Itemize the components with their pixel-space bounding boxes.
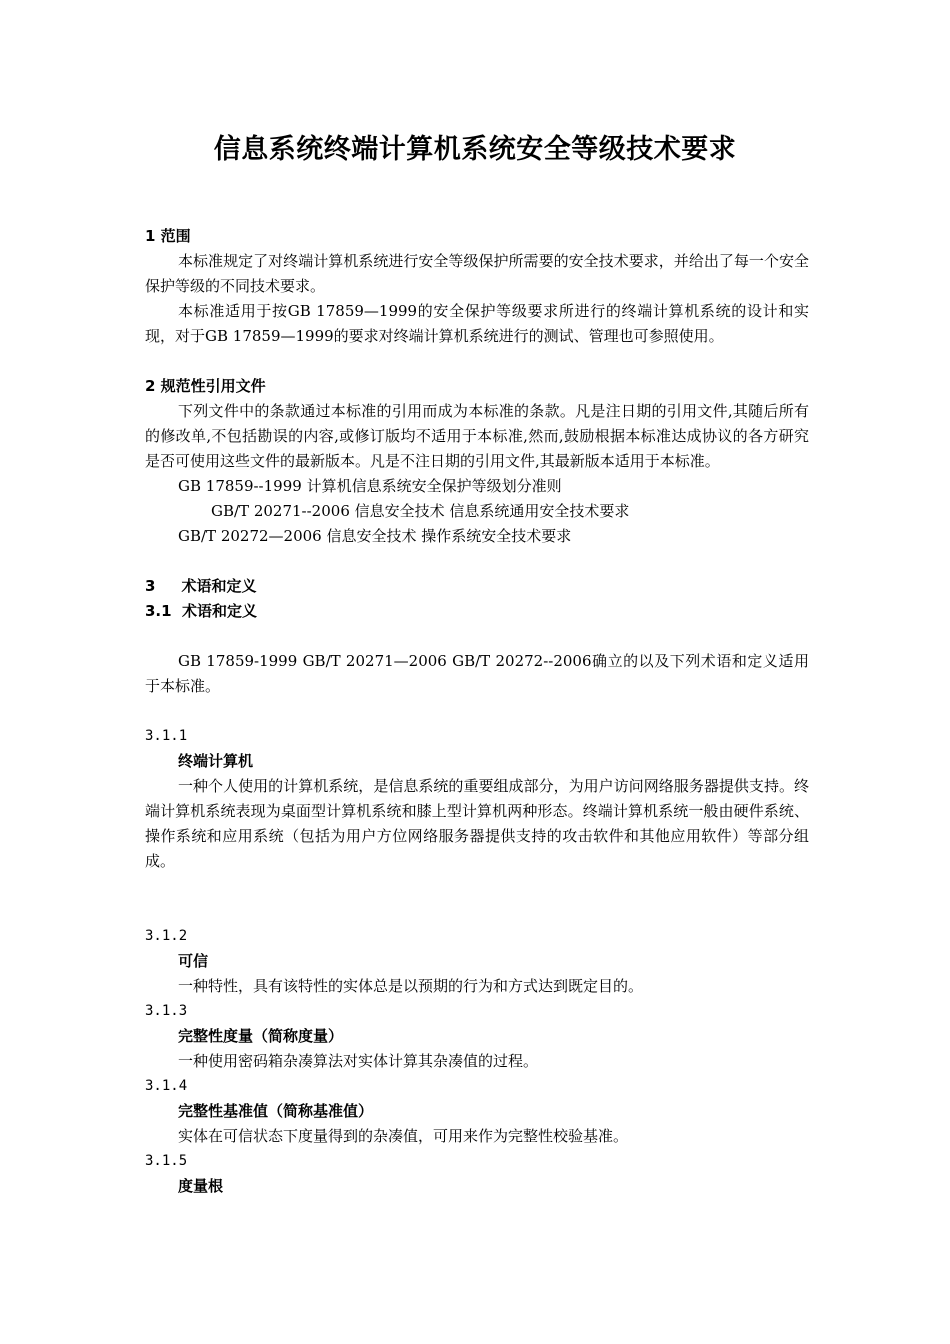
- section-2-heading: 2 规范性引用文件: [145, 377, 266, 395]
- term-definition: 一种个人使用的计算机系统，是信息系统的重要组成部分，为用户访问网络服务器提供支持。终端计算机系统表现为桌面型计算机系统和膝上型计算机两种形态。终端计算机系统一般由硬件系统、操作系统和应用系统（包括为用户方位网络服务器提供支持的攻击软件和其他应用软件）等部分组成。: [145, 777, 809, 870]
- term-definition: 一种特性，具有该特性的实体总是以预期的行为和方式达到既定目的。: [178, 977, 644, 995]
- section-3-1-heading: 3.1 术语和定义: [145, 602, 258, 620]
- reference-item: GB/T 20271--2006 信息安全技术 信息系统通用安全技术要求: [211, 502, 630, 520]
- spacer: [145, 549, 809, 574]
- term-number: 3.1.1: [145, 728, 188, 744]
- reference-item: GB/T 20272—2006 信息安全技术 操作系统安全技术要求: [178, 527, 572, 545]
- term-number: 3.1.5: [145, 1153, 188, 1169]
- section-3-heading: 3 术语和定义: [145, 577, 257, 595]
- section-3-intro: GB 17859-1999 GB/T 20271—2006 GB/T 20272--2006确立的以及下列术语和定义适用于本标准。: [145, 652, 809, 695]
- term-name: 终端计算机: [178, 752, 254, 770]
- reference-item: GB 17859--1999 计算机信息系统安全保护等级划分准则: [178, 477, 562, 495]
- document-body: [145, 224, 809, 1199]
- section-1-heading: 1 范围: [145, 227, 191, 245]
- spacer: [145, 349, 809, 374]
- section-1-paragraph-1: 本标准规定了对终端计算机系统进行安全等级保护所需要的安全技术要求，并给出了每一个安全保护等级的不同技术要求。: [145, 252, 809, 295]
- term-definition: 一种使用密码箱杂凑算法对实体计算其杂凑值的过程。: [178, 1052, 539, 1070]
- term-name: 完整性度量（简称度量）: [178, 1027, 344, 1045]
- spacer: [145, 874, 809, 924]
- term-number: 3.1.2: [145, 928, 188, 944]
- term-name: 可信: [178, 952, 209, 970]
- spacer: [145, 699, 809, 724]
- term-name: 完整性基准值（简称基准值）: [178, 1102, 374, 1120]
- term-number: 3.1.4: [145, 1078, 188, 1094]
- section-2-paragraph-1: 下列文件中的条款通过本标准的引用而成为本标准的条款。凡是注日期的引用文件,其随后所有的修改单,不包括勘误的内容,或修订版均不适用于本标准,然而,鼓励根据本标准达成协议的各方研究是否可使用这些文件的最新版本。凡是不注日期的引用文件,其最新版本适用于本标准。: [145, 402, 809, 470]
- spacer: [145, 624, 809, 649]
- term-definition: 实体在可信状态下度量得到的杂凑值，可用来作为完整性校验基准。: [178, 1127, 629, 1145]
- term-name: 度量根: [178, 1177, 224, 1195]
- document-title: 信息系统终端计算机系统安全等级技术要求: [213, 134, 737, 165]
- term-number: 3.1.3: [145, 1003, 188, 1019]
- section-1-paragraph-2: 本标准适用于按GB 17859—1999的安全保护等级要求所进行的终端计算机系统的设计和实现，对于GB 17859—1999的要求对终端计算机系统进行的测试、管理也可参照使用。: [145, 302, 809, 345]
